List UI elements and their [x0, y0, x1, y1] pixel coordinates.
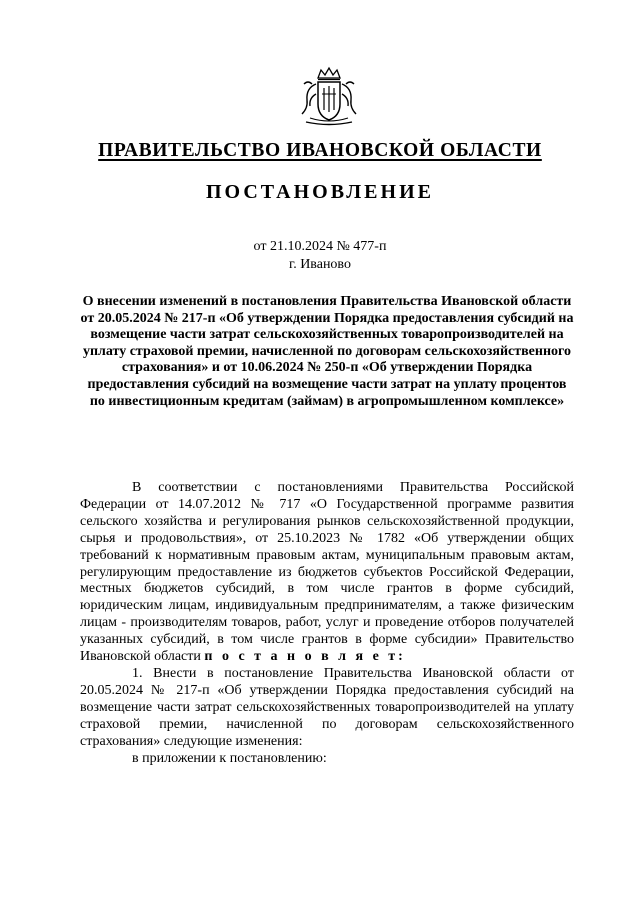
preamble-paragraph [80, 480, 574, 666]
document-type: ПОСТАНОВЛЕНИЕ [206, 181, 434, 203]
city: г. Иваново [289, 257, 351, 272]
document-body [80, 480, 574, 767]
date-block [0, 238, 640, 274]
preamble-text: В соответствии с постановлениями Правительства Российской Федерации от 14.07.2012 № 717 «О Государственной программе развития сельского хозяйства и регулирования рынков сельскохозяйственной продукции, сырья и продовольствия», от 25.10.2023 № 1782 «Об утверждении общих требований к нормативным правовым актам, муниципальным правовым актам, регулирующим предоставление из бюджетов субъектов Российской Федерации, местных бюджетов субсидий, в том числе грантов в форме субсидий, юридическим лицам, индивидуальным предпринимателям, а также физическим лицам - производителям товаров, работ, услуг и проведение отборов получателей указанных субсидий, в том числе грантов в форме субсидии» Правительство Ивановской области [80, 480, 574, 665]
item-1-paragraph: 1. Внести в постановление Правительства Ивановской области от 20.05.2024 № 217-п «Об утверждении Порядка предоставления субсидий на возмещение части затрат сельскохозяйственных товаропроизводителей на уплату страховой премии, начисленной по договорам сельскохозяйственного страхования» следующие изменения: [80, 665, 574, 749]
resolves-word: п о с т а н о в л я е т: [204, 649, 406, 665]
item-1-sub-paragraph: в приложении к постановлению: [132, 750, 327, 766]
government-name: ПРАВИТЕЛЬСТВО ИВАНОВСКОЙ ОБЛАСТИ [98, 140, 542, 161]
coat-of-arms-emblem [296, 64, 362, 130]
document-title: О внесении изменений в постановления Правительства Ивановской области от 20.05.2024 № 217-п «Об утверждении Порядка предоставления субсидий на возмещение части затрат сельскохозяйственных товаропроизводителей на уплату страховой премии, начисленной по договорам сельскохозяйственного страхования» и от 10.06.2024 № 250-п «Об утверждении Порядка предоставления субсидий на возмещение части затрат на уплату процентов по инвестиционным кредитам (займам) в агропромышленном комплексе» [80, 294, 574, 409]
date-number: от 21.10.2024 № 477-п [253, 239, 387, 254]
